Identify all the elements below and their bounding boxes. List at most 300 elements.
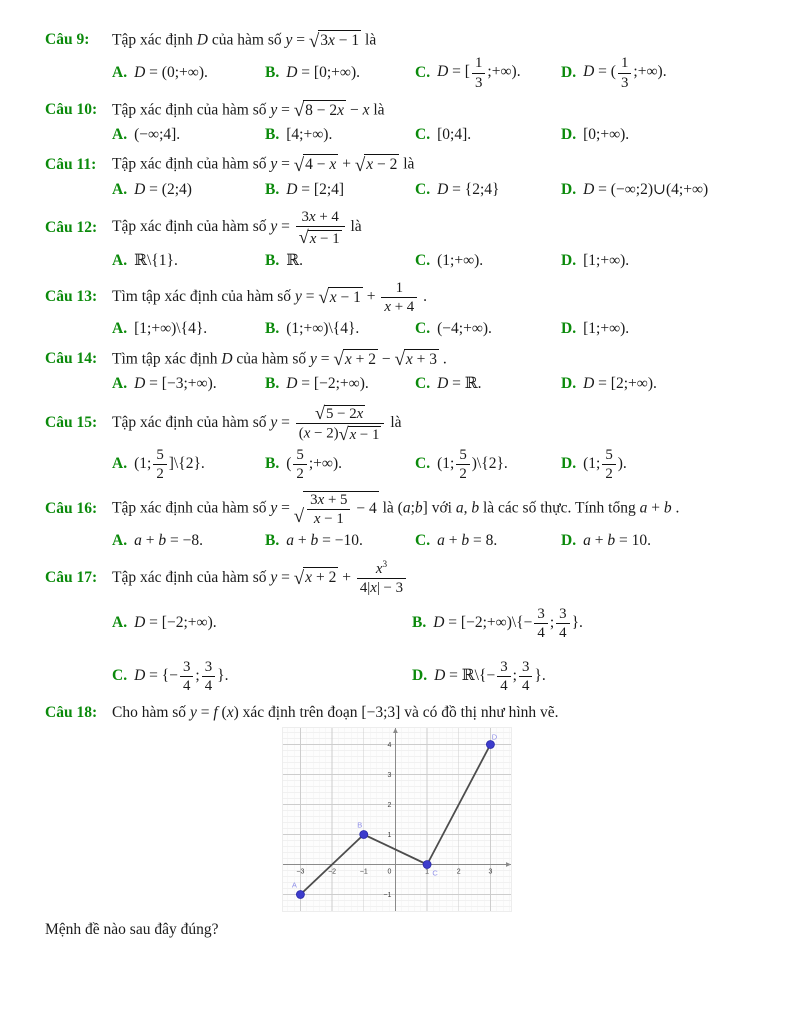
option-b (265, 180, 415, 200)
option-a (112, 125, 265, 145)
question (45, 280, 752, 340)
option-value (437, 55, 520, 90)
fraction (178, 659, 195, 694)
math-text: x − 2 (366, 156, 398, 174)
option-letter: D. (561, 375, 577, 393)
option-a (112, 251, 265, 271)
question (45, 154, 752, 200)
sqrt-expression (394, 349, 439, 370)
plain-text: Tập xác định của hàm số (112, 218, 271, 236)
graph-point-d (486, 741, 494, 749)
question (45, 209, 752, 271)
option-value (134, 659, 228, 694)
option-value (134, 251, 178, 271)
plain-text: Tìm tập xác định (112, 349, 222, 367)
math-text: x + 2 (305, 569, 337, 587)
option-letter: B. (265, 455, 280, 473)
fraction-denominator (472, 74, 485, 91)
sqrt-expression (315, 404, 365, 422)
math-text: [−3;3] (361, 703, 401, 721)
radicand (308, 230, 342, 247)
radicand (328, 287, 363, 308)
radicand (324, 405, 365, 422)
options-grid (112, 531, 752, 551)
math-text: − 4 (356, 500, 377, 518)
fraction-numerator (602, 447, 615, 465)
math-text: ; (549, 613, 555, 631)
math-text: x + 2 (344, 350, 376, 368)
math-text: 3 (537, 605, 545, 622)
math-text: (1; (583, 454, 601, 472)
y-axis-arrow-icon (393, 728, 398, 733)
math-text: 5 (605, 446, 613, 463)
fraction-numerator (556, 606, 569, 624)
radical-sign: √ (293, 100, 305, 122)
math-text: y = (270, 218, 290, 236)
fraction-numerator (534, 606, 547, 624)
question-row (45, 349, 752, 370)
option-b (265, 374, 415, 394)
question-stem (112, 30, 752, 51)
math-text: 3 (559, 605, 567, 622)
y-tick-label: −1 (383, 892, 392, 900)
plain-text: Tập xác định của hàm số (112, 499, 271, 517)
fraction-numerator (293, 447, 306, 465)
x-axis-arrow-icon (506, 862, 511, 867)
option-b (265, 251, 415, 271)
graph-point-b (360, 831, 368, 839)
fraction-denominator (534, 624, 547, 641)
option-a (112, 319, 265, 339)
option-letter: A. (112, 375, 128, 393)
math-text: x − 1 (313, 511, 344, 528)
y-tick-label: 1 (387, 832, 392, 840)
graph-point-label: B (357, 820, 363, 830)
question-number: Câu 9: (45, 31, 90, 49)
math-text: ( (286, 454, 292, 472)
math-text: [1;+∞). (583, 251, 630, 269)
math-text: D = ℝ. (437, 375, 482, 393)
option-a (112, 374, 265, 394)
question-stem (112, 154, 752, 175)
radical-sign: √ (293, 155, 305, 177)
math-text: D = (−∞;2)∪(4;+∞) (583, 180, 709, 198)
radical-sign: √ (293, 567, 305, 589)
math-text: y = (270, 100, 290, 118)
math-text: a + b = −8. (134, 532, 203, 550)
option-value (583, 125, 629, 145)
plain-text: là (386, 413, 402, 431)
option-c (415, 531, 561, 551)
plain-text: là các số thực. Tính tổng (479, 499, 640, 517)
radical-sign: √ (308, 30, 320, 52)
radical-sign: √ (394, 349, 405, 371)
math-text: 1 (620, 55, 629, 72)
fraction-denominator (202, 677, 215, 694)
question-number: Câu 12: (45, 218, 98, 236)
question-stem (112, 349, 752, 370)
function-graph-figure (283, 728, 511, 911)
option-letter: C. (415, 455, 431, 473)
option-letter: C. (415, 532, 431, 550)
option-c (112, 659, 412, 694)
option-value (286, 125, 332, 145)
option-value (583, 180, 708, 200)
option-letter: B. (265, 126, 280, 144)
option-letter: C. (415, 126, 431, 144)
sqrt-expression (294, 491, 379, 527)
math-text: [4;+∞). (286, 126, 333, 144)
option-value (437, 531, 497, 551)
option-value (437, 374, 481, 394)
math-text: 5 (459, 446, 467, 463)
plain-text: Tập xác định của hàm số (112, 413, 271, 431)
math-text: (1;+∞). (437, 251, 484, 269)
option-letter: D. (561, 251, 577, 269)
plain-text: Tập xác định của hàm số (112, 100, 271, 118)
option-d (561, 531, 752, 551)
x-tick-label: 2 (456, 868, 461, 876)
math-text: − (381, 349, 391, 367)
x-tick-label: 1 (425, 868, 430, 876)
radicand (303, 491, 379, 527)
option-letter: B. (265, 532, 280, 550)
options-grid (112, 447, 752, 482)
plain-text: Tìm tập xác định của hàm số (112, 288, 295, 306)
radical-sign: √ (338, 423, 349, 444)
graph-point-label: D (491, 732, 498, 742)
fraction-denominator (497, 677, 510, 694)
sqrt-expression (309, 30, 361, 51)
fraction-denominator (456, 465, 469, 482)
math-text: 2 (156, 465, 164, 482)
math-text: D = (0;+∞). (134, 63, 208, 81)
fraction-numerator (519, 659, 532, 677)
options-grid (112, 55, 752, 90)
math-text: D = [0;+∞). (286, 63, 361, 81)
options-grid (112, 319, 752, 339)
plain-text: là (346, 218, 362, 236)
question (45, 404, 752, 482)
option-value (134, 180, 192, 200)
math-text: x − 1 (329, 288, 361, 306)
x-tick-label: −2 (328, 868, 337, 876)
option-c (415, 55, 561, 90)
option-value (134, 374, 217, 394)
option-a (112, 63, 265, 83)
x-tick-label: −1 (359, 868, 368, 876)
math-text: [1;+∞)\{4}. (134, 320, 208, 338)
math-text: y = (270, 155, 290, 173)
math-text: 2 (605, 465, 613, 482)
math-text: D = [−2;+∞)\{− (433, 613, 533, 631)
radical-sign: √ (314, 402, 325, 423)
x-tick-label: −3 (296, 868, 305, 876)
option-value (583, 319, 629, 339)
fraction (532, 606, 549, 641)
plain-text: của hàm số (208, 31, 286, 49)
option-c (415, 180, 561, 200)
graph-point-c (423, 861, 431, 869)
fraction-denominator (556, 624, 569, 641)
math-text: 4 − x (305, 156, 337, 174)
math-text: 3 (620, 74, 629, 91)
y-tick-label: 3 (387, 772, 392, 780)
question-row (45, 30, 752, 51)
option-letter: D. (412, 667, 428, 685)
radicand (364, 154, 399, 175)
question (45, 30, 752, 91)
math-text: 3 (204, 658, 213, 675)
question-number: Câu 10: (45, 100, 98, 118)
math-text: 8 − 2x (305, 101, 345, 119)
option-letter: C. (415, 180, 431, 198)
math-text: + (366, 288, 376, 306)
option-d (561, 251, 752, 271)
option-letter: C. (415, 63, 431, 81)
fraction-denominator (381, 298, 417, 315)
option-value (286, 374, 369, 394)
question-row (45, 703, 752, 723)
radical-sign: √ (293, 506, 305, 528)
math-text: 5 − 2x (325, 405, 364, 422)
radicand (303, 154, 338, 175)
option-letter: D. (561, 63, 577, 81)
option-value (286, 63, 360, 83)
question-number: Câu 11: (45, 155, 97, 173)
option-d (561, 319, 752, 339)
math-text: }. (534, 666, 546, 684)
y-tick-label: 4 (387, 742, 392, 750)
option-letter: C. (112, 667, 128, 685)
math-text: 2 (459, 465, 467, 482)
math-text: D = [2;+∞). (583, 375, 657, 393)
fraction-denominator (180, 677, 193, 694)
math-text: ; (195, 666, 200, 684)
option-c (415, 447, 561, 482)
question-list (45, 30, 752, 911)
option-b (265, 125, 415, 145)
radicand (348, 426, 382, 443)
math-text: (1; (437, 454, 455, 472)
options-grid (112, 125, 752, 145)
math-text: 3x + 5 (310, 491, 348, 508)
math-text: x − 1 (349, 426, 380, 443)
option-letter: A. (112, 251, 128, 269)
radicand (343, 349, 378, 370)
plain-text: . (438, 349, 447, 367)
fraction (355, 558, 408, 596)
question (45, 349, 752, 395)
option-value (286, 180, 344, 200)
option-value (583, 374, 657, 394)
fraction (454, 447, 471, 482)
math-text: D = ℝ\{− (434, 666, 496, 684)
math-text: 4|x| − 3 (359, 579, 404, 596)
math-text: 4 (204, 677, 213, 694)
question-stem (112, 209, 752, 246)
graph-point-label: A (291, 880, 297, 890)
option-letter: A. (112, 63, 128, 81)
option-d (561, 374, 752, 394)
math-text: D = ( (583, 63, 616, 81)
math-text: ]\{2}. (168, 454, 205, 472)
math-text: ; (512, 666, 517, 684)
fraction-numerator (202, 659, 215, 677)
math-text: (−4;+∞). (437, 320, 492, 338)
question-row (45, 404, 752, 443)
question-row (45, 558, 752, 596)
math-text: a, b (455, 499, 480, 517)
option-b (265, 447, 415, 482)
math-text: D = [−2;+∞). (286, 375, 369, 393)
math-text: (a;b] (397, 499, 428, 517)
option-letter: B. (265, 251, 280, 269)
option-letter: A. (112, 614, 128, 632)
fraction-numerator (296, 404, 385, 424)
math-text: y = f (x) (189, 703, 239, 721)
option-letter: D. (561, 455, 577, 473)
math-text: ;+∞). (308, 454, 342, 472)
sqrt-expression (339, 425, 382, 443)
option-value (134, 531, 203, 551)
fraction-denominator (602, 465, 615, 482)
option-value (134, 125, 180, 145)
math-text: x + 3 (405, 350, 437, 368)
option-value (286, 319, 359, 339)
sqrt-expression (333, 349, 378, 370)
math-text: 4 (537, 624, 545, 641)
math-text: 2 (296, 465, 304, 482)
math-text: ). (617, 454, 627, 472)
option-value (134, 63, 208, 83)
option-letter: B. (265, 320, 280, 338)
option-value (433, 606, 583, 641)
radical-sign: √ (298, 227, 309, 248)
math-text: 1 (395, 280, 404, 297)
sqrt-expression (294, 100, 346, 121)
option-d (561, 180, 752, 200)
math-text: (1;+∞)\{4}. (286, 320, 360, 338)
question-stem (112, 703, 752, 723)
fraction-denominator (153, 465, 166, 482)
question (45, 491, 752, 552)
options-grid (112, 180, 752, 200)
math-text: y = (270, 499, 290, 517)
option-value (134, 447, 205, 482)
fraction-numerator (153, 447, 166, 465)
math-text: D = [2;4] (286, 180, 345, 198)
math-text: 3 (521, 658, 530, 675)
closing-question: Mệnh đề nào sau đây đúng? (45, 921, 219, 939)
math-text: x − 1 (309, 230, 340, 247)
math-text: D = (2;4) (134, 180, 192, 198)
fraction (294, 209, 347, 246)
math-text: + (342, 155, 351, 173)
question-row (45, 154, 752, 175)
question-stem (112, 491, 752, 527)
question-stem (112, 280, 752, 315)
option-c (415, 251, 561, 271)
fraction (517, 659, 534, 694)
math-text: 3 (182, 658, 191, 675)
radical-sign: √ (354, 155, 366, 177)
option-letter: C. (415, 375, 431, 393)
option-value (583, 55, 666, 90)
math-text: y = (270, 413, 290, 431)
plain-text: Tập xác định của hàm số (112, 568, 271, 586)
math-text: a + b (639, 499, 672, 517)
math-text: D = {2;4} (437, 180, 500, 198)
math-text: (−∞;4]. (134, 126, 181, 144)
fraction (600, 447, 617, 482)
math-text: 3x − 1 (320, 32, 360, 49)
radical-sign: √ (333, 349, 344, 371)
question-row (45, 491, 752, 527)
plain-text: . (671, 499, 680, 517)
plain-text: của hàm số (232, 349, 311, 367)
fraction-denominator (357, 579, 406, 596)
fraction (379, 280, 419, 315)
option-value (583, 251, 629, 271)
plain-text: Tập xác định (112, 31, 197, 49)
option-letter: B. (265, 63, 280, 81)
option-letter: B. (265, 375, 280, 393)
question-number: Câu 18: (45, 703, 98, 721)
option-d (561, 447, 752, 482)
math-text: 3 (474, 74, 483, 91)
question-number: Câu 14: (45, 349, 98, 367)
option-d (412, 659, 752, 694)
option-value (437, 319, 492, 339)
option-value (434, 659, 546, 694)
y-tick-label: 2 (387, 802, 392, 810)
option-value (437, 251, 483, 271)
fraction-numerator (296, 209, 345, 227)
options-grid (112, 374, 752, 394)
math-text: ℝ. (286, 251, 303, 269)
math-text: }. (571, 613, 583, 631)
question-number: Câu 16: (45, 499, 98, 517)
math-text: y = (310, 349, 330, 367)
option-letter: A. (112, 180, 128, 198)
question (45, 703, 752, 911)
fraction-numerator (472, 55, 485, 73)
plain-text: với (427, 499, 456, 517)
sqrt-expression (299, 228, 342, 246)
options-grid (112, 251, 752, 271)
option-value (286, 251, 303, 271)
option-b (265, 63, 415, 83)
math-text: ℝ\{1}. (134, 251, 178, 269)
math-text: 5 (296, 446, 304, 463)
question-row (45, 280, 752, 315)
math-text: − x (349, 100, 370, 118)
fraction-denominator (307, 510, 350, 527)
option-letter: C. (415, 320, 431, 338)
fraction (495, 659, 512, 694)
math-text: ;+∞). (487, 63, 521, 81)
fraction-numerator (456, 447, 469, 465)
option-value (134, 613, 217, 633)
option-b (265, 319, 415, 339)
option-d (561, 55, 752, 90)
option-letter: A. (112, 126, 128, 144)
question-number: Câu 17: (45, 568, 98, 586)
fraction-numerator (307, 492, 350, 510)
option-letter: B. (265, 180, 280, 198)
superscript: 3 (382, 558, 388, 569)
